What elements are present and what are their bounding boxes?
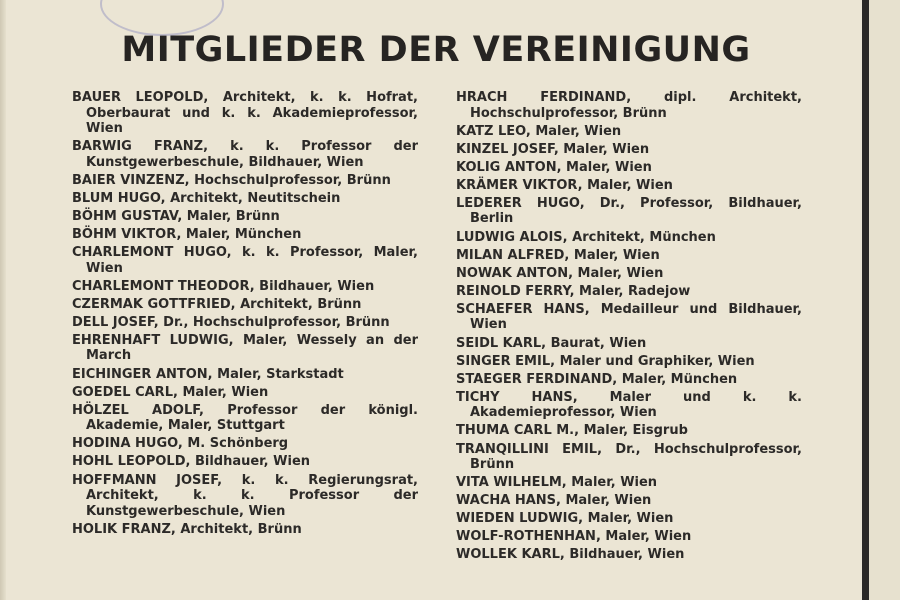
member-entry: HOLIK FRANZ, Architekt, Brünn (72, 521, 302, 537)
member-entry: CZERMAK GOTTFRIED, Architekt, Brünn (72, 296, 362, 312)
member-entry: HOFFMANN JOSEF, k. k. Regierungsrat, Architekt, k. k. Professor der Kunstgewerbeschule, Wien (72, 472, 418, 519)
member-entry: BLUM HUGO, Architekt, Neutitschein (72, 190, 341, 206)
member-entry: WACHA HANS, Maler, Wien (456, 493, 652, 509)
member-entry: HODINA HUGO, M. Schönberg (72, 436, 289, 452)
member-entry: BÖHM GUSTAV, Maler, Brünn (72, 208, 280, 224)
member-entry: KATZ LEO, Maler, Wien (456, 123, 622, 139)
member-entry: EHRENHAFT LUDWIG, Maler, Wessely an der March (72, 332, 418, 364)
member-entry: TRANQILLINI EMIL, Dr., Hochschulprofessor, Brünn (456, 441, 802, 472)
member-entry: HOHL LEOPOLD, Bildhauer, Wien (72, 454, 311, 470)
members-list-right (456, 90, 802, 566)
member-entry: KOLIG ANTON, Maler, Wien (456, 159, 652, 175)
member-entry: SINGER EMIL, Maler und Graphiker, Wien (456, 353, 755, 369)
member-entry: KINZEL JOSEF, Maler, Wien (456, 141, 650, 157)
member-entry: BARWIG FRANZ, k. k. Professor der Kunstgewerbeschule, Bildhauer, Wien (72, 139, 418, 170)
member-entry: HRACH FERDINAND, dipl. Architekt, Hochschulprofessor, Brünn (456, 90, 802, 121)
member-entry: KRÄMER VIKTOR, Maler, Wien (456, 177, 673, 193)
member-entry: SCHAEFER HANS, Medailleur und Bildhauer, Wien (456, 301, 802, 333)
member-entry: CHARLEMONT HUGO, k. k. Professor, Maler, Wien (72, 245, 418, 276)
members-list-left (72, 90, 418, 540)
member-entry: LEDERER HUGO, Dr., Professor, Bildhauer, Berlin (456, 195, 802, 227)
member-entry: WOLF-ROTHENHAN, Maler, Wien (456, 529, 692, 545)
member-entry: BAIER VINZENZ, Hochschulprofessor, Brünn (72, 172, 391, 188)
page-left-edge (0, 0, 6, 600)
member-entry: DELL JOSEF, Dr., Hochschulprofessor, Brünn (72, 314, 390, 330)
page-title: MITGLIEDER DER VEREINIGUNG (121, 30, 751, 70)
member-entry: STAEGER FERDINAND, Maler, München (456, 371, 738, 387)
member-entry: REINOLD FERRY, Maler, Radejow (456, 283, 691, 299)
member-entry: TICHY HANS, Maler und k. k. Akademieprofessor, Wien (456, 389, 802, 421)
member-entry: WIEDEN LUDWIG, Maler, Wien (456, 511, 674, 527)
member-entry: NOWAK ANTON, Maler, Wien (456, 265, 664, 281)
member-entry: LUDWIG ALOIS, Architekt, München (456, 229, 716, 245)
member-entry: SEIDL KARL, Baurat, Wien (456, 335, 647, 351)
member-entry: EICHINGER ANTON, Maler, Starkstadt (72, 366, 344, 382)
member-entry: THUMA CARL M., Maler, Eisgrub (456, 423, 688, 439)
frame-border-line (862, 0, 869, 600)
member-entry: VITA WILHELM, Maler, Wien (456, 475, 658, 491)
member-entry: WOLLEK KARL, Bildhauer, Wien (456, 547, 685, 563)
member-entry: CHARLEMONT THEODOR, Bildhauer, Wien (72, 278, 375, 294)
member-entry: MILAN ALFRED, Maler, Wien (456, 247, 660, 263)
member-entry: BÖHM VIKTOR, Maler, München (72, 226, 302, 242)
member-entry: HÖLZEL ADOLF, Professor der königl. Akademie, Maler, Stuttgart (72, 402, 418, 434)
member-entry: BAUER LEOPOLD, Architekt, k. k. Hofrat, Oberbaurat und k. k. Akademieprofessor, Wien (72, 90, 418, 136)
member-entry: GOEDEL CARL, Maler, Wien (72, 384, 269, 400)
right-margin (869, 0, 900, 600)
